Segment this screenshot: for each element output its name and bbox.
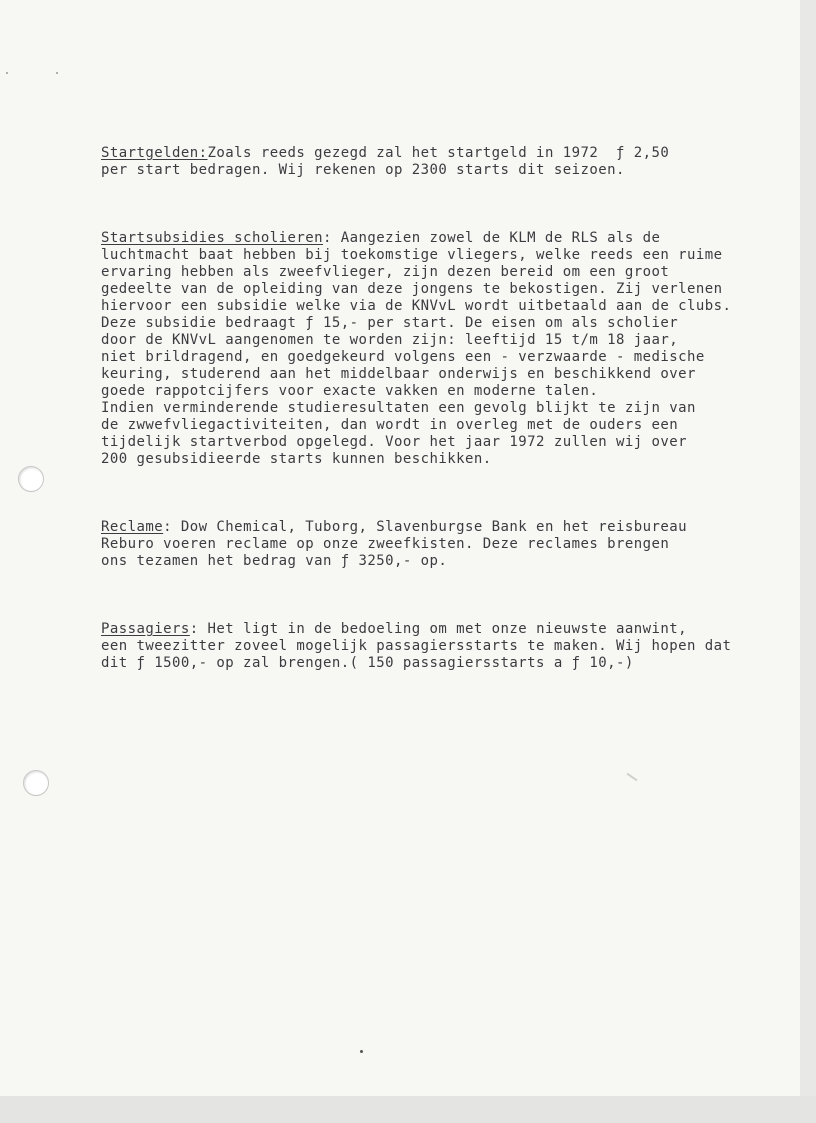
text-line: Zoals reeds gezegd zal het startgeld in 1972 ƒ 2,50 <box>207 145 670 161</box>
edge-mark <box>56 72 58 74</box>
text-line: goede rappotcijfers voor exacte vakken en moderne talen. <box>101 383 599 399</box>
text-line: : Dow Chemical, Tuborg, Slavenburgse Bank en het reisbureau <box>163 519 687 535</box>
text-line: de zwwefvliegactiviteiten, dan wordt in overleg met de ouders een <box>101 417 679 433</box>
text-line: door de KNVvL aangenomen te worden zijn: leeftijd 15 t/m 18 jaar, <box>101 332 679 348</box>
section-passagiers <box>101 621 801 672</box>
text-line: tijdelijk startverbod opgelegd. Voor het jaar 1972 zullen wij over <box>101 434 687 450</box>
text-line: ervaring hebben als zweefvlieger, zijn dezen bereid om een groot <box>101 264 670 280</box>
text-line: hiervoor een subsidie welke via de KNVvL wordt uitbetaald aan de clubs. <box>101 298 732 314</box>
section-reclame <box>101 519 801 570</box>
text-line: Indien verminderende studieresultaten een gevolg blijkt te zijn van <box>101 400 696 416</box>
heading-passagiers: Passagiers <box>101 621 190 637</box>
typed-text <box>101 111 801 723</box>
section-startsubsidies <box>101 230 801 468</box>
text-line: 200 gesubsidieerde starts kunnen beschikken. <box>101 451 492 467</box>
text-line: Reburo voeren reclame op onze zweefkisten. Deze reclames brengen <box>101 536 670 552</box>
heading-startgelden: Startgelden: <box>101 145 208 161</box>
text-line: gedeelte van de opleiding van deze jongens te bekostigen. Zij verlenen <box>101 281 723 297</box>
heading-reclame: Reclame <box>101 519 164 535</box>
punch-hole-lower <box>23 770 49 796</box>
text-line: keuring, studerend aan het middelbaar onderwijs en beschikkend over <box>101 366 696 382</box>
text-line: : Het ligt in de bedoeling om met onze nieuwste aanwint, <box>189 621 688 637</box>
scan-background-strip <box>0 1096 816 1123</box>
text-line: niet brildragend, en goedgekeurd volgens een - verzwaarde - medische <box>101 349 705 365</box>
text-line: ons tezamen het bedrag van ƒ 3250,- op. <box>101 553 448 569</box>
page-edge <box>800 0 816 1096</box>
page-dot <box>360 1050 363 1053</box>
text-line: per start bedragen. Wij rekenen op 2300 starts dit seizoen. <box>101 162 625 178</box>
heading-startsubsidies: Startsubsidies scholieren <box>101 230 323 246</box>
text-line: : Aangezien zowel de KLM de RLS als de <box>322 230 661 246</box>
text-line: luchtmacht baat hebben bij toekomstige vliegers, welke reeds een ruime <box>101 247 723 263</box>
text-line: dit ƒ 1500,- op zal brengen.( 150 passagiersstarts a ƒ 10,-) <box>101 655 634 671</box>
paper-speck <box>627 773 638 782</box>
edge-mark <box>6 72 8 74</box>
section-startgelden <box>101 145 801 179</box>
text-line: Deze subsidie bedraagt ƒ 15,- per start. De eisen om als scholier <box>101 315 679 331</box>
punch-hole-upper <box>18 466 44 492</box>
text-line: een tweezitter zoveel mogelijk passagiersstarts te maken. Wij hopen dat <box>101 638 732 654</box>
